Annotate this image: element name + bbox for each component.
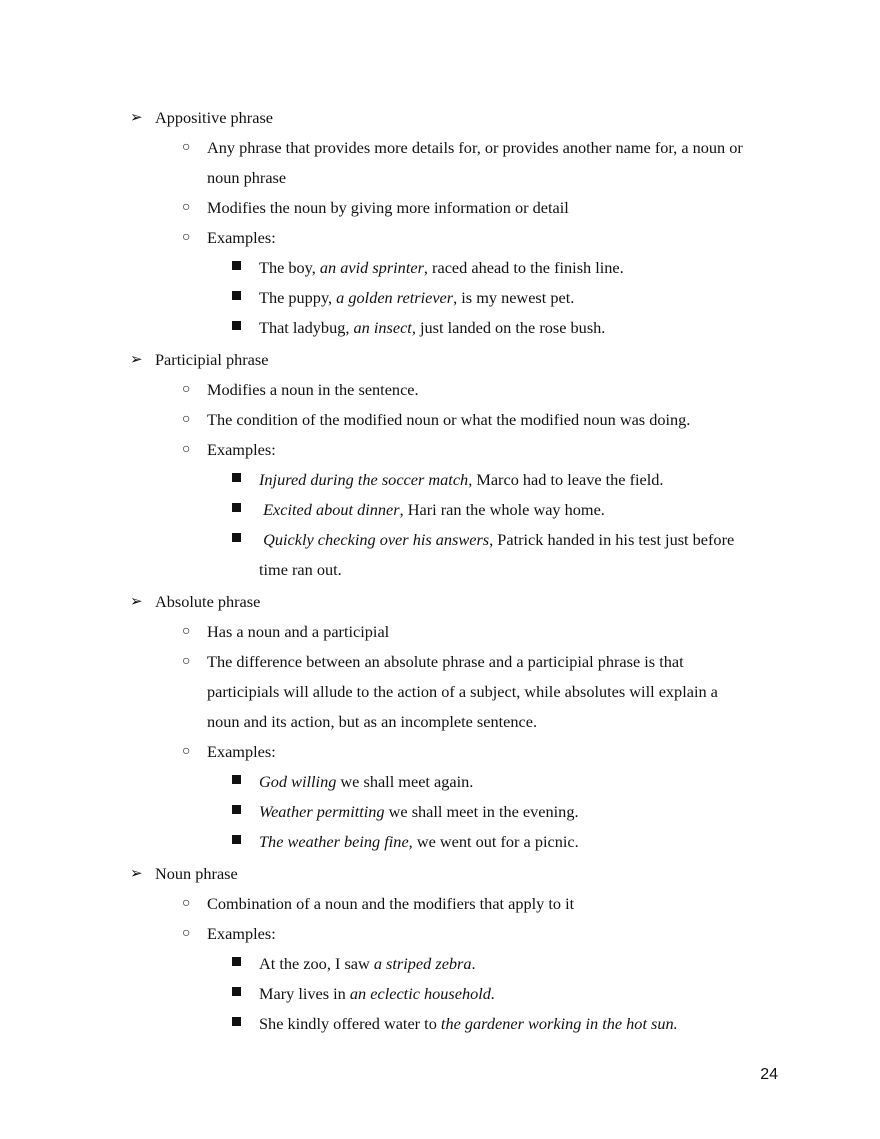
circle-bullet-icon: ○ [182,654,191,669]
section-heading-participial: ➢ Participial phrase [128,345,788,375]
square-bullet-icon [232,313,241,343]
example-item: Excited about dinner, Hari ran the whole way home. [128,495,788,525]
square-bullet-icon [232,767,241,797]
circle-bullet-icon: ○ [182,926,191,941]
list-item: ○ Combination of a noun and the modifiers that apply to it [128,889,788,919]
examples-label: ○ Examples: [128,737,788,767]
list-item-continuation: noun phrase [207,168,287,187]
example-item: She kindly offered water to the gardener working in the hot sun. [128,1009,788,1039]
page-number: 24 [760,1066,778,1083]
arrow-bullet-icon: ➢ [130,110,143,126]
square-bullet-icon [232,253,241,283]
list-item: ○ Modifies the noun by giving more information or detail [128,193,788,223]
square-bullet-icon [232,797,241,827]
list-item-continuation: participials will allude to the action of a subject, while absolutes will explain a [207,682,718,701]
square-bullet-icon [232,827,241,857]
example-item: At the zoo, I saw a striped zebra. [128,949,788,979]
example-item-continuation: time ran out. [259,560,342,579]
square-bullet-icon [232,979,241,1009]
square-bullet-icon [232,495,241,525]
example-item: God willing we shall meet again. [128,767,788,797]
arrow-bullet-icon: ➢ [130,352,143,368]
list-item: ○ The difference between an absolute phrase and a participial phrase is that [128,647,788,677]
example-item: The boy, an avid sprinter, raced ahead to the finish line. [128,253,788,283]
circle-bullet-icon: ○ [182,140,191,155]
arrow-bullet-icon: ➢ [130,866,143,882]
square-bullet-icon [232,525,241,555]
example-item: That ladybug, an insect, just landed on the rose bush. [128,313,788,343]
list-item: ○ Has a noun and a participial [128,617,788,647]
examples-label: ○ Examples: [128,223,788,253]
section-heading-noun: ➢ Noun phrase [128,859,788,889]
example-item: Injured during the soccer match, Marco had to leave the field. [128,465,788,495]
list-item: ○ The condition of the modified noun or what the modified noun was doing. [128,405,788,435]
circle-bullet-icon: ○ [182,382,191,397]
list-item-continuation: noun and its action, but as an incomplete sentence. [207,712,538,731]
circle-bullet-icon: ○ [182,744,191,759]
circle-bullet-icon: ○ [182,624,191,639]
examples-label: ○ Examples: [128,919,788,949]
example-item: The weather being fine, we went out for a picnic. [128,827,788,857]
arrow-bullet-icon: ➢ [130,594,143,610]
square-bullet-icon [232,949,241,979]
square-bullet-icon [232,283,241,313]
list-item: ○ Any phrase that provides more details for, or provides another name for, a noun or [128,133,788,163]
circle-bullet-icon: ○ [182,896,191,911]
section-heading-absolute: ➢ Absolute phrase [128,587,788,617]
circle-bullet-icon: ○ [182,230,191,245]
example-item: Quickly checking over his answers, Patrick handed in his test just before [128,525,788,555]
examples-label: ○ Examples: [128,435,788,465]
section-heading-appositive: ➢ Appositive phrase [128,103,788,133]
circle-bullet-icon: ○ [182,200,191,215]
circle-bullet-icon: ○ [182,412,191,427]
square-bullet-icon [232,465,241,495]
example-item: Weather permitting we shall meet in the evening. [128,797,788,827]
circle-bullet-icon: ○ [182,442,191,457]
outline-list [128,103,788,1039]
list-item: ○ Modifies a noun in the sentence. [128,375,788,405]
square-bullet-icon [232,1009,241,1039]
example-item: The puppy, a golden retriever, is my newest pet. [128,283,788,313]
example-item: Mary lives in an eclectic household. [128,979,788,1009]
